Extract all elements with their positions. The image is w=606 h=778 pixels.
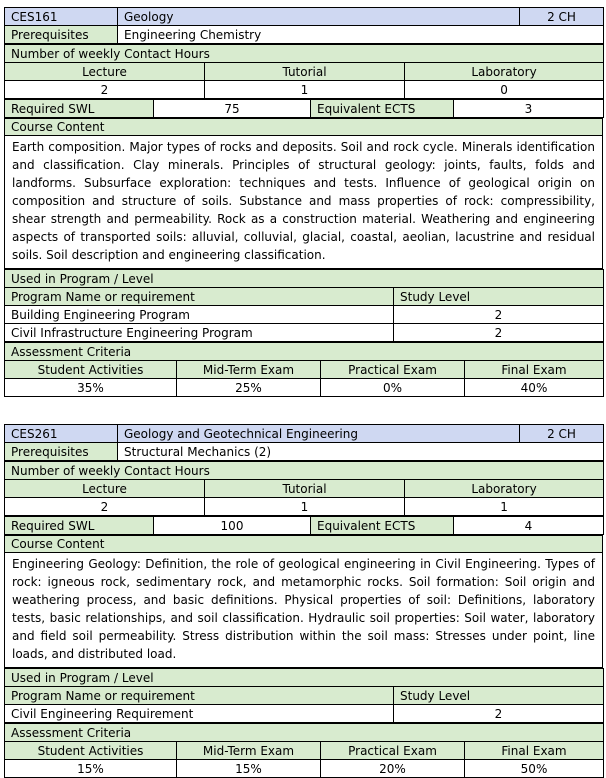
program-name: Building Engineering Program bbox=[5, 306, 394, 324]
programs-table bbox=[4, 269, 604, 342]
ects-value: 3 bbox=[454, 100, 604, 118]
student-activities-header: Student Activities bbox=[5, 742, 177, 760]
workload-table bbox=[4, 516, 604, 535]
lecture-value: 2 bbox=[5, 498, 205, 516]
laboratory-header: Laboratory bbox=[405, 480, 604, 498]
course-content-table bbox=[4, 535, 603, 668]
programs-table bbox=[4, 668, 604, 723]
practical-value: 0% bbox=[321, 379, 465, 397]
table-row bbox=[5, 324, 604, 342]
course-card-ces161 bbox=[4, 7, 603, 397]
table-row bbox=[5, 705, 604, 723]
midterm-value: 15% bbox=[177, 760, 321, 778]
course-header-table bbox=[4, 424, 604, 461]
course-header-table bbox=[4, 7, 604, 44]
tutorial-value: 1 bbox=[205, 498, 405, 516]
lecture-header: Lecture bbox=[5, 63, 205, 81]
prerequisites-value: Engineering Chemistry bbox=[118, 26, 604, 44]
laboratory-value: 0 bbox=[405, 81, 604, 99]
contact-hours-label: Number of weekly Contact Hours bbox=[5, 45, 604, 63]
course-content-text: Earth composition. Major types of rocks and deposits. Soil and rock cycle. Minerals identification and classification. Clay minerals. Principles of structural geology: joints, faults, folds and landforms. Subsurface exploration: techniques and tests. Influence of geological origin on composition and structure of soils. Substance and mass properties of rock: compressibility, shear strength and permeability. Rock as a construction material. Weathering and engineering aspects of transported soils: alluvial, colluvial, glacial, coastal, aeolian, lacustrine and residual soils. Soil description and engineering classification. bbox=[5, 136, 603, 269]
level-header: Study Level bbox=[394, 687, 604, 705]
prerequisites-value: Structural Mechanics (2) bbox=[118, 443, 604, 461]
lecture-header: Lecture bbox=[5, 480, 205, 498]
program-name: Civil Infrastructure Engineering Program bbox=[5, 324, 394, 342]
used-in-label: Used in Program / Level bbox=[5, 669, 604, 687]
final-header: Final Exam bbox=[465, 742, 604, 760]
prerequisites-label: Prerequisites bbox=[5, 443, 118, 461]
ects-label: Equivalent ECTS bbox=[311, 517, 454, 535]
contact-hours-table bbox=[4, 461, 604, 516]
practical-header: Practical Exam bbox=[321, 361, 465, 379]
tutorial-value: 1 bbox=[205, 81, 405, 99]
final-value: 40% bbox=[465, 379, 604, 397]
program-level: 2 bbox=[394, 324, 604, 342]
student-activities-header: Student Activities bbox=[5, 361, 177, 379]
credit-hours: 2 CH bbox=[520, 425, 604, 443]
ects-value: 4 bbox=[454, 517, 604, 535]
program-level: 2 bbox=[394, 306, 604, 324]
course-content-table bbox=[4, 118, 603, 269]
course-content-text: Engineering Geology: Definition, the role of geological engineering in Civil Engineering. Types of rock: igneous rock, sedimentary rock, and metamorphic rocks. Soil formation: Soil origin and weathering process, and basic definitions. Physical properties of soil: Definitions, laboratory tests, basic relationships, and soil classification. Hydraulic soil properties: Soil water, laboratory and field soil permeability. Stress distribution within the soil mass: Stresses under point, line loads, and distributed load. bbox=[5, 553, 603, 668]
course-content-label: Course Content bbox=[5, 536, 603, 553]
contact-hours-table bbox=[4, 44, 604, 99]
midterm-header: Mid-Term Exam bbox=[177, 361, 321, 379]
laboratory-header: Laboratory bbox=[405, 63, 604, 81]
course-title: Geology and Geotechnical Engineering bbox=[118, 425, 520, 443]
prerequisites-label: Prerequisites bbox=[5, 26, 118, 44]
practical-value: 20% bbox=[321, 760, 465, 778]
course-code: CES261 bbox=[5, 425, 118, 443]
tutorial-header: Tutorial bbox=[205, 480, 405, 498]
midterm-header: Mid-Term Exam bbox=[177, 742, 321, 760]
assessment-label: Assessment Criteria bbox=[5, 724, 604, 742]
program-header: Program Name or requirement bbox=[5, 687, 394, 705]
level-header: Study Level bbox=[394, 288, 604, 306]
practical-header: Practical Exam bbox=[321, 742, 465, 760]
workload-table bbox=[4, 99, 604, 118]
tutorial-header: Tutorial bbox=[205, 63, 405, 81]
student-activities-value: 15% bbox=[5, 760, 177, 778]
swl-value: 100 bbox=[154, 517, 311, 535]
final-value: 50% bbox=[465, 760, 604, 778]
midterm-value: 25% bbox=[177, 379, 321, 397]
lecture-value: 2 bbox=[5, 81, 205, 99]
swl-label: Required SWL bbox=[5, 517, 154, 535]
ects-label: Equivalent ECTS bbox=[311, 100, 454, 118]
assessment-table bbox=[4, 723, 604, 778]
course-card-ces261 bbox=[4, 424, 603, 778]
credit-hours: 2 CH bbox=[520, 8, 604, 26]
assessment-label: Assessment Criteria bbox=[5, 343, 604, 361]
program-level: 2 bbox=[394, 705, 604, 723]
course-code: CES161 bbox=[5, 8, 118, 26]
swl-value: 75 bbox=[154, 100, 311, 118]
swl-label: Required SWL bbox=[5, 100, 154, 118]
laboratory-value: 1 bbox=[405, 498, 604, 516]
used-in-label: Used in Program / Level bbox=[5, 270, 604, 288]
program-header: Program Name or requirement bbox=[5, 288, 394, 306]
student-activities-value: 35% bbox=[5, 379, 177, 397]
assessment-table bbox=[4, 342, 604, 397]
contact-hours-label: Number of weekly Contact Hours bbox=[5, 462, 604, 480]
course-title: Geology bbox=[118, 8, 520, 26]
course-content-label: Course Content bbox=[5, 119, 603, 136]
table-row bbox=[5, 306, 604, 324]
final-header: Final Exam bbox=[465, 361, 604, 379]
program-name: Civil Engineering Requirement bbox=[5, 705, 394, 723]
